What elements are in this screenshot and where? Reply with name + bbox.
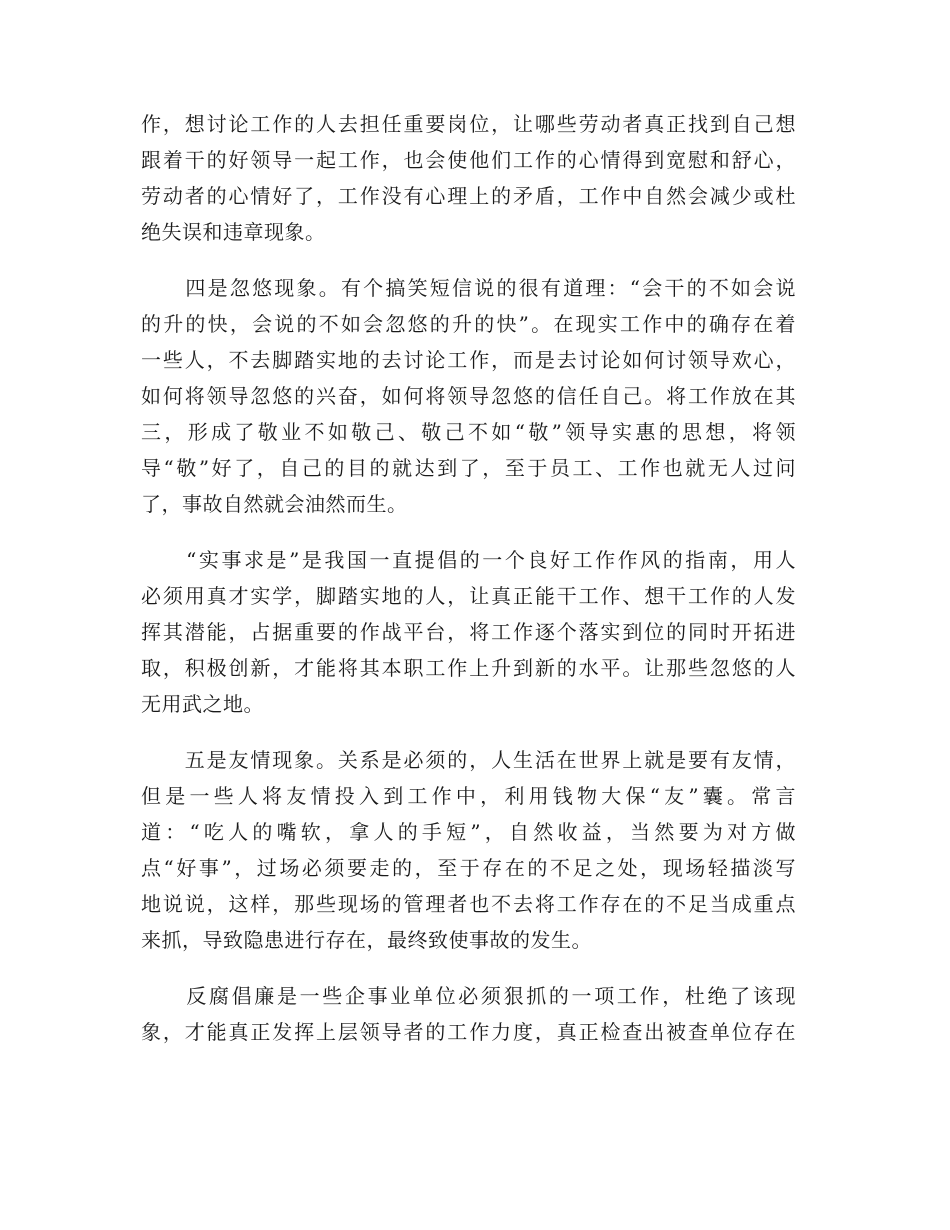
text-line: 了，事故自然就会油然而生。 [141, 492, 408, 516]
text-line: 道：“吃人的嘴软，拿人的手短”，自然收益，当然要为对方做 [141, 820, 796, 844]
text-line: 无用武之地。 [141, 692, 264, 716]
paragraph-1 [141, 106, 796, 250]
text-line: 如何将领导忽悠的兴奋，如何将领导忽悠的信任自己。将工作放在其 [141, 384, 796, 408]
text-line: “实事求是”是我国一直提倡的一个良好工作作风的指南，用人 [141, 548, 796, 572]
text-line: 但是一些人将友情投入到工作中，利用钱物大保“友”囊。常言 [141, 784, 796, 808]
text-line: 来抓，导致隐患进行存在，最终致使事故的发生。 [141, 928, 592, 952]
text-line: 导“敬”好了，自己的目的就达到了，至于员工、工作也就无人过问 [141, 456, 796, 480]
text-line: 象，才能真正发挥上层领导者的工作力度，真正检查出被查单位存在 [141, 1020, 796, 1044]
text-line: 绝失误和违章现象。 [141, 220, 326, 244]
paragraph-3 [141, 542, 796, 722]
text-line: 挥其潜能，占据重要的作战平台，将工作逐个落实到位的同时开拓进 [141, 620, 796, 644]
paragraph-4 [141, 742, 796, 958]
text-line: 四是忽悠现象。有个搞笑短信说的很有道理：“会干的不如会说 [141, 276, 796, 300]
text-line: 的升的快，会说的不如会忽悠的升的快”。在现实工作中的确存在着 [141, 312, 796, 336]
text-line: 五是友情现象。关系是必须的，人生活在世界上就是要有友情， [141, 748, 796, 772]
paragraph-5 [141, 978, 796, 1050]
text-line: 劳动者的心情好了，工作没有心理上的矛盾，工作中自然会减少或杜 [141, 184, 796, 208]
text-line: 跟着干的好领导一起工作，也会使他们工作的心情得到宽慰和舒心， [141, 148, 796, 172]
paragraph-2 [141, 270, 796, 522]
text-line: 点“好事”，过场必须要走的，至于存在的不足之处，现场轻描淡写 [141, 856, 796, 880]
text-line: 反腐倡廉是一些企事业单位必须狠抓的一项工作，杜绝了该现 [141, 984, 796, 1008]
text-line: 一些人，不去脚踏实地的去讨论工作，而是去讨论如何讨领导欢心， [141, 348, 796, 372]
document-body [141, 106, 796, 1070]
text-line: 三，形成了敬业不如敬己、敬己不如“敬”领导实惠的思想，将领 [141, 420, 796, 444]
text-line: 必须用真才实学，脚踏实地的人，让真正能干工作、想干工作的人发 [141, 584, 796, 608]
text-line: 作，想讨论工作的人去担任重要岗位，让哪些劳动者真正找到自己想 [141, 112, 796, 136]
text-line: 取，积极创新，才能将其本职工作上升到新的水平。让那些忽悠的人 [141, 656, 796, 680]
text-line: 地说说，这样，那些现场的管理者也不去将工作存在的不足当成重点 [141, 892, 796, 916]
